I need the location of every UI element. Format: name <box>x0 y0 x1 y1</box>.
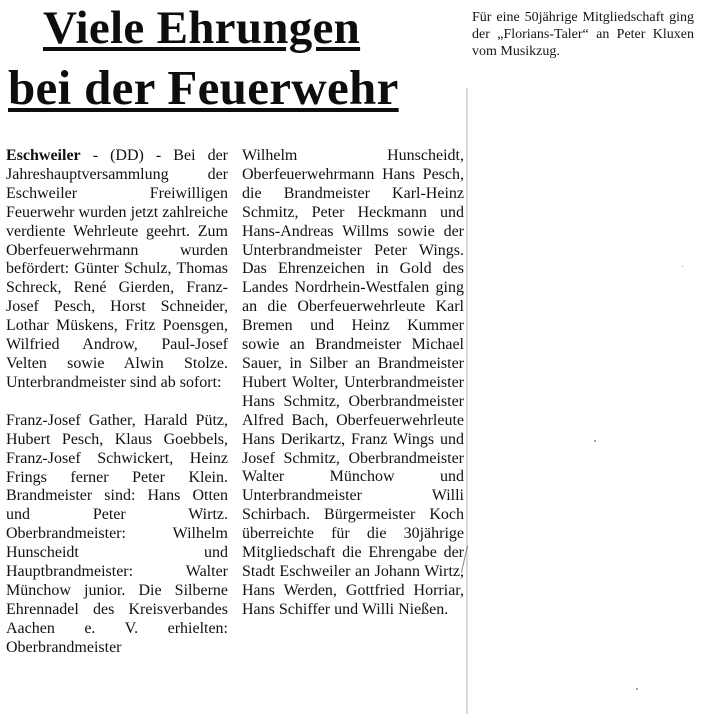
article-paragraph-1 <box>6 147 228 393</box>
scan-speck <box>636 688 638 690</box>
article-dateline: Eschweiler <box>6 147 81 164</box>
scan-noise <box>462 90 692 715</box>
headline-line-1: Viele Ehrungen <box>43 2 361 54</box>
clipping-edge-shadow <box>466 88 468 714</box>
article-column-left <box>6 147 228 658</box>
sidebar-note <box>472 9 698 60</box>
article-body <box>6 147 463 713</box>
scan-speck <box>682 266 683 267</box>
article-column-right <box>242 147 464 620</box>
article-paragraph-3: Wilhelm Hunscheidt, Oberfeuerwehrmann Hans Pesch, die Brandmeister Karl-Heinz Schmitz, Peter Heckmann und Hans-Andreas Willms sowie der Unterbrandmeister Peter Wings. Das Ehrenzeichen in Gold des Landes Nordrhein-Westfalen ging an die Oberfeuerwehrleute Karl Bremen und Heinz Kummer sowie an Brandmeister Michael Sauer, in Silber an Brandmeister Hubert Wolter, Unterbrandmeister Hans Schmitz, Oberbrandmeister Alfred Bach, Oberfeuerwehrleute Hans Derikartz, Franz Wings und Josef Schmitz, Oberbrandmeister Walter Münchow und Unterbrandmeister Willi Schirbach. Bürgermeister Koch überreichte für die 30jährige Mitgliedschaft die Ehrengabe der Stadt Eschweiler an Johann Wirtz, Hans Werden, Gottfried Horriar, Hans Schiffer und Willi Nießen. <box>242 147 464 618</box>
scan-speck <box>594 440 596 442</box>
paragraph-gap <box>6 393 228 412</box>
headline <box>8 1 463 119</box>
article-paragraph-2: Franz-Josef Gather, Harald Pütz, Hubert Pesch, Klaus Goebbels, Franz-Josef Schwickert, Heinz Frings ferner Peter Klein. Brandmeister sind: Hans Otten und Peter Wirtz. Oberbrandmeister: Wilhelm Hunscheidt und Hauptbrandmeister: Walter Münchow junior. Die Silberne Ehrennadel des Kreisverbandes Aachen e. V. erhielten: Oberbrandmeister <box>6 411 228 656</box>
sidebar-note-text: Für eine 50jährige Mitgliedschaft ging der „Florians-Taler“ an Peter Kluxen vom Musikzug. <box>472 10 698 59</box>
headline-line-2: bei der Feuerwehr <box>8 60 399 115</box>
article-paragraph-1-text: - (DD) - Bei der Jahreshauptversammlung der Eschweiler Freiwilligen Feuerwehr wurden jetzt zahlreiche verdiente Wehrleute geehrt. Zum Oberfeuerwehrmann wurden befördert: Günter Schulz, Thomas Schreck, René Gierden, Franz-Josef Pesch, Horst Schneider, Lothar Müskens, Fritz Poensgen, Wilfried Androw, Paul-Josef Velten sowie Alwin Stolze. Unterbrandmeister sind ab sofort: <box>6 147 228 391</box>
